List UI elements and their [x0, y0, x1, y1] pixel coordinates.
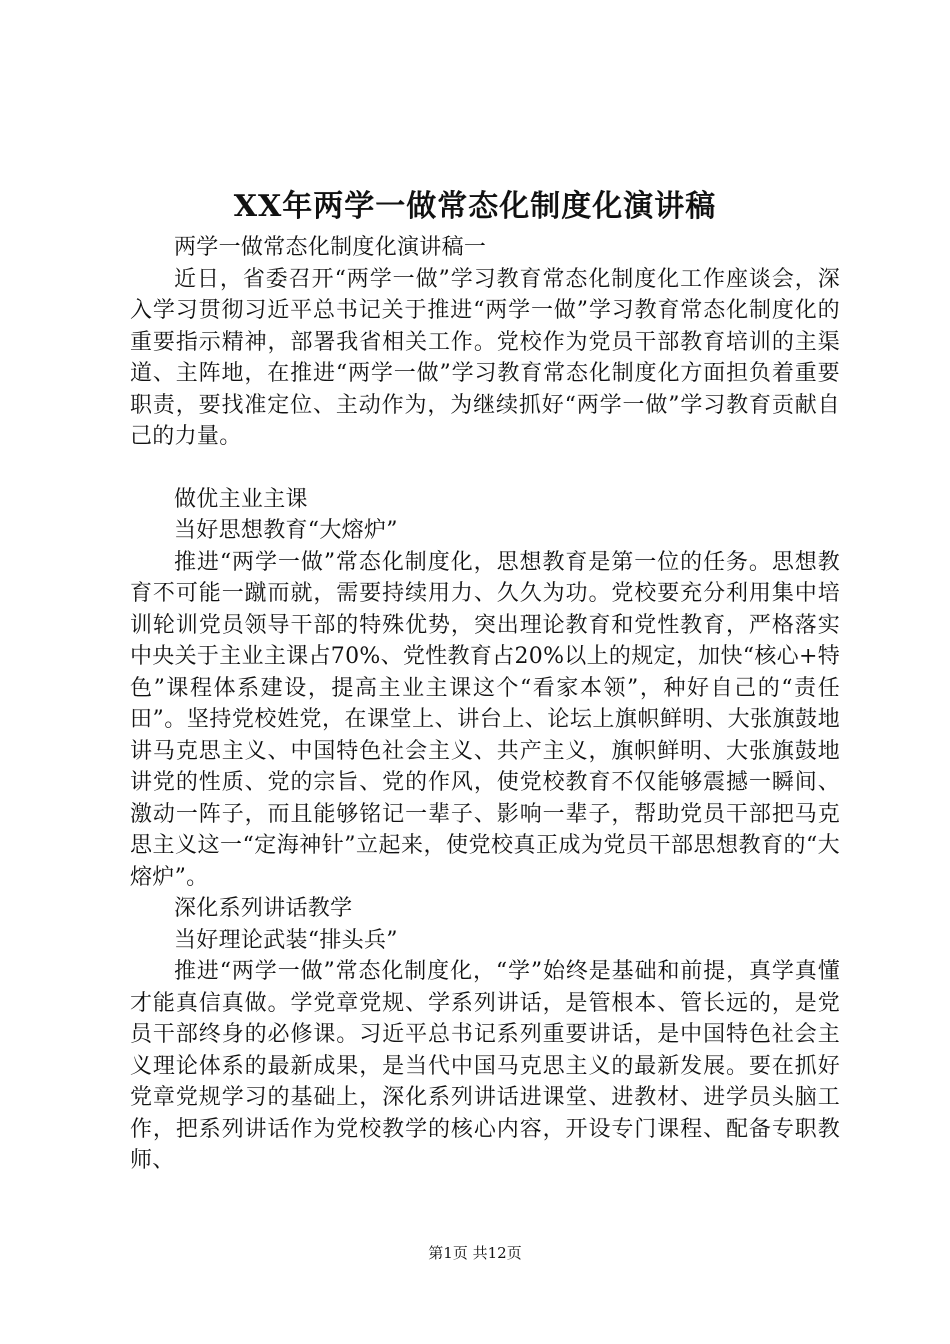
- document-body: [130, 232, 840, 1177]
- section-subheading-2: 当好理论武装“排头兵”: [174, 927, 398, 953]
- document-title: XX年两学一做常态化制度化演讲稿: [233, 189, 717, 224]
- paragraph-subtitle: 两学一做常态化制度化演讲稿一: [174, 235, 487, 260]
- section-subheading-1: 当好思想教育“大熔炉”: [174, 518, 398, 543]
- paragraph-section-2: 推进“两学一做”常态化制度化，“学”始终是基础和前提，真学真懂才能真信真做。学党章党规、学系列讲话，是管根本、管长远的，是党员干部终身的必修课。习近平总书记系列重要讲话，是中国特色社会主义理论体系的最新成果，是当代中国马克思主义的最新发展。要在抓好党章党规学习的基础上，深化系列讲话进课堂、进教材、进学员头脑工作，把系列讲话作为党校教学的核心内容，开设专门课程、配备专职教师、: [130, 959, 840, 1173]
- page-number-footer: 第1页 共12页: [428, 1244, 522, 1262]
- section-heading-2: 深化系列讲话教学: [174, 896, 353, 921]
- section-heading-1: 做优主业主课: [174, 486, 308, 512]
- paragraph-section-1: 推进“两学一做”常态化制度化，思想教育是第一位的任务。思想教育不可能一蹴而就，需要持续用力、久久为功。党校要充分利用集中培训轮训党员领导干部的特殊优势，突出理论教育和党性教育，严格落实中央关于主业主课占70%、党性教育占20%以上的规定，加快“核心+特色”课程体系建设，提高主业主课这个“看家本领”，种好自己的“责任田”。坚持党校姓党，在课堂上、讲台上、论坛上旗帜鲜明、大张旗鼓地讲马克思主义、中国特色社会主义、共产主义，旗帜鲜明、大张旗鼓地讲党的性质、党的宗旨、党的作风，使党校教育不仅能够震撼一瞬间、激动一阵子，而且能够铭记一辈子、影响一辈子，帮助党员干部把马克思主义这一“定海神针”立起来，使党校真正成为党员干部思想教育的“大熔炉”。: [130, 549, 840, 890]
- paragraph-intro: 近日，省委召开“两学一做”学习教育常态化制度化工作座谈会，深入学习贯彻习近平总书记关于推进“两学一做”学习教育常态化制度化的重要指示精神，部署我省相关工作。党校作为党员干部教育培训的主渠道、主阵地，在推进“两学一做”学习教育常态化制度化方面担负着重要职责，要找准定位、主动作为，为继续抓好“两学一做”学习教育贡献自己的力量。: [130, 266, 840, 449]
